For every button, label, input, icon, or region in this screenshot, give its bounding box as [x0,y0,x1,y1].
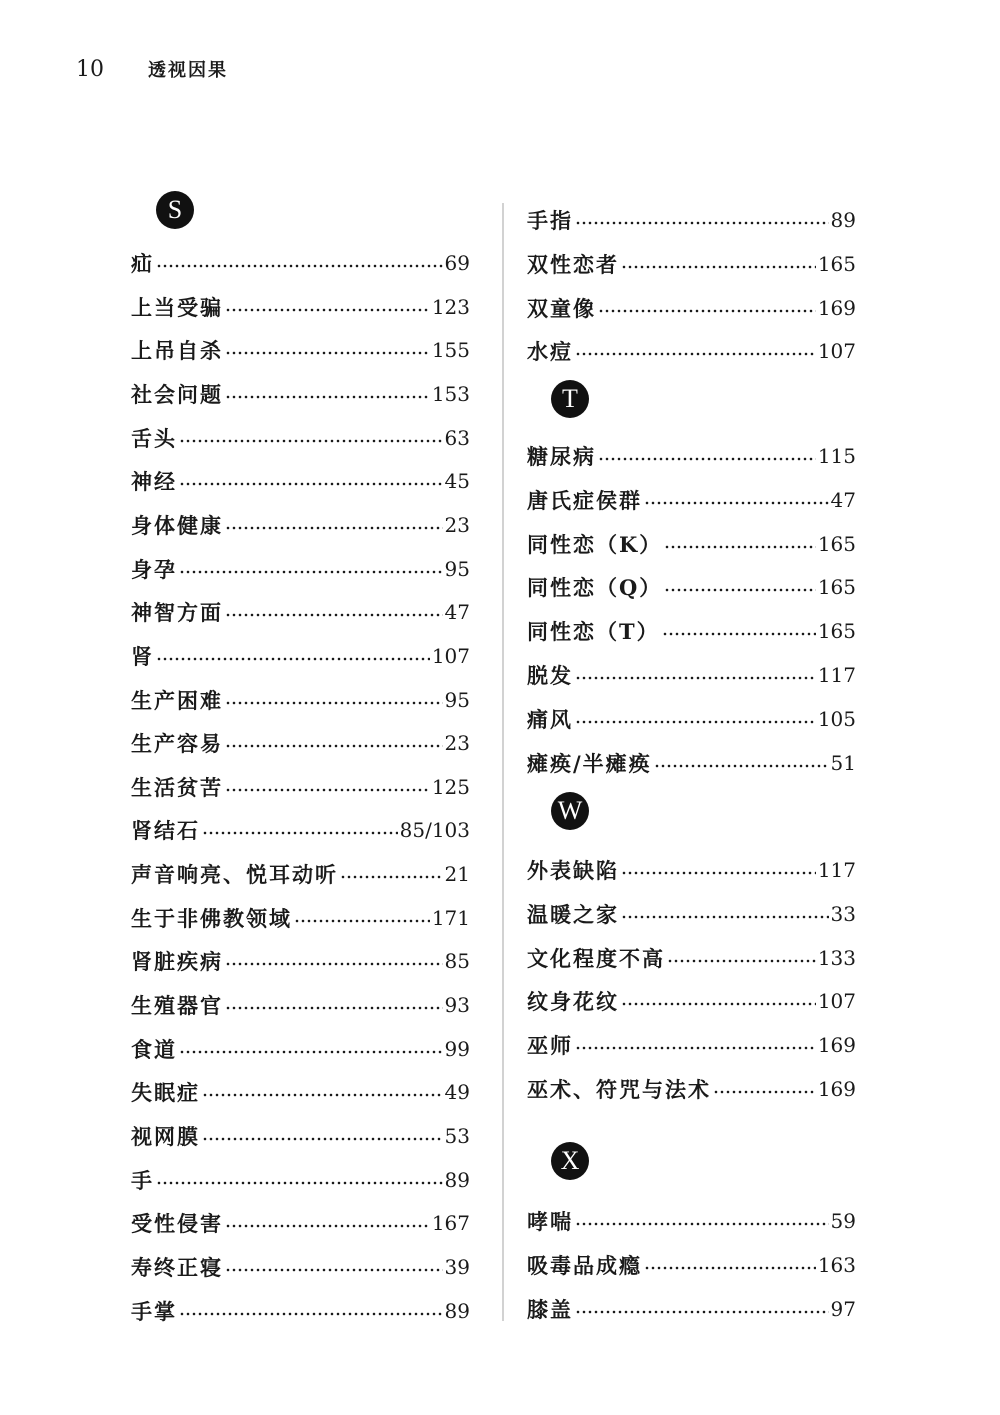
index-page-number: 169 [817,1033,856,1058]
index-page-number: 39 [444,1254,470,1279]
index-entry [527,704,856,734]
index-entry [527,205,856,235]
dot-leader [156,1181,443,1185]
index-page-number: 23 [444,512,470,537]
index-term: 受性侵害 [131,1211,223,1237]
index-term: 生殖器官 [131,993,223,1019]
index-page-number: 89 [830,208,856,232]
index-entry [527,293,856,323]
dot-leader [575,1310,829,1314]
index-page-number: 165 [817,575,856,600]
dot-leader [621,915,829,919]
index-page-number: 89 [444,1298,470,1323]
index-term: 社会问题 [131,381,223,407]
dot-leader [662,632,816,636]
index-page-number: 45 [444,469,470,494]
dot-leader [575,676,816,680]
index-page-number: 63 [444,425,470,450]
index-term: 双性恋者 [527,251,619,277]
index-term: 身体健康 [131,512,223,538]
index-term: 手 [131,1167,154,1193]
dot-leader [654,764,829,768]
section-letter-x: X [551,1142,589,1180]
dot-leader [179,1050,443,1054]
dot-leader [713,1090,816,1094]
index-term: 疝 [131,251,154,276]
index-entry [527,529,856,559]
index-page-number: 47 [444,600,470,625]
index-page-number: 117 [817,663,856,687]
index-entry [131,1252,470,1282]
index-term: 上吊自杀 [131,338,223,364]
index-entry [527,1030,856,1060]
index-page-number: 167 [431,1211,470,1236]
page-number: 10 [76,57,104,82]
index-entry [131,859,470,889]
index-term: 脱发 [527,663,573,688]
dot-leader [225,308,430,312]
section-letter-t: T [551,380,589,418]
dot-leader [202,831,398,835]
dot-leader [575,352,816,356]
index-term: 温暖之家 [527,901,619,927]
dot-leader [225,526,443,530]
index-term: 膝盖 [527,1296,573,1322]
dot-leader [225,613,443,617]
index-entry [527,855,856,885]
dot-leader [575,1222,829,1226]
index-page-number: 69 [444,251,470,275]
index-entry [527,660,856,690]
dot-leader [179,482,443,486]
dot-leader [621,871,816,875]
dot-leader [575,221,829,225]
index-entry [131,423,470,453]
index-term: 同性恋（T） [527,619,660,645]
index-page-number: 155 [431,338,470,363]
index-entry [527,616,856,646]
index-entry [527,986,856,1016]
index-page-number: 23 [444,731,470,756]
dot-leader [225,351,430,355]
index-page-number: 165 [817,619,856,644]
dot-leader [225,395,430,399]
index-term: 失眠症 [131,1080,200,1106]
index-page-number: 171 [431,905,470,930]
index-page-number: 107 [431,643,470,668]
index-page-number: 59 [830,1209,856,1233]
dot-leader [664,588,816,592]
dot-leader [225,1006,443,1010]
index-entry [131,772,470,802]
index-page-number: 93 [444,993,470,1018]
index-entry [131,903,470,933]
index-term: 肾 [131,643,154,669]
index-page-number: 85/103 [399,818,470,843]
index-term: 生产困难 [131,687,223,713]
index-term: 纹身花纹 [527,989,619,1015]
dot-leader [156,264,443,268]
index-entry [131,685,470,715]
index-page-number: 165 [817,251,856,276]
dot-leader [202,1093,443,1097]
index-entry [131,641,470,671]
dot-leader [156,657,430,661]
index-entry [131,1165,470,1195]
index-term: 生产容易 [131,731,223,757]
dot-leader [621,265,816,269]
index-term: 寿终正寝 [131,1254,223,1280]
dot-leader [225,1224,430,1228]
index-page-number: 105 [817,706,856,731]
index-entry [527,336,856,366]
index-term: 哮喘 [527,1209,573,1234]
index-term: 手指 [527,208,573,233]
index-page-number: 163 [817,1252,856,1277]
index-term: 糖尿病 [527,444,596,469]
index-entry [527,485,856,515]
index-entry [131,728,470,758]
index-entry [131,1034,470,1064]
index-page-number: 53 [444,1124,470,1148]
dot-leader [667,959,816,963]
dot-leader [598,309,816,313]
book-title: 透视因果 [148,60,228,81]
index-page-number: 33 [830,901,856,926]
index-term: 外表缺陷 [527,858,619,883]
index-term: 视网膜 [131,1124,200,1149]
index-term: 肾结石 [131,818,200,844]
index-term: 巫师 [527,1033,573,1059]
section-letter-s: S [156,191,194,229]
dot-leader [575,720,816,724]
index-term: 生于非佛教领域 [131,905,292,931]
index-page-number: 95 [444,556,470,581]
index-entry [131,946,470,976]
index-page-number: 107 [817,989,856,1014]
index-term: 生活贫苦 [131,774,223,800]
index-entry [131,815,470,845]
index-page-number: 169 [817,1077,856,1101]
index-term: 水痘 [527,339,573,365]
index-term: 上当受骗 [131,294,223,320]
dot-leader [644,1266,816,1270]
index-entry [131,248,470,278]
index-entry [131,990,470,1020]
index-entry [527,1294,856,1324]
index-term: 肾脏疾病 [131,949,223,975]
index-entry [527,899,856,929]
index-term: 声音响亮、悦耳动听 [131,862,338,888]
dot-leader [575,1046,816,1050]
dot-leader [179,1312,443,1316]
dot-leader [598,457,816,461]
index-page-number: 89 [444,1167,470,1192]
index-term: 文化程度不高 [527,945,665,971]
dot-leader [621,1002,816,1006]
index-term: 同性恋（K） [527,531,663,557]
index-entry [131,1121,470,1151]
index-page-number: 99 [444,1036,470,1061]
index-page-number: 85 [444,949,470,974]
index-page-number: 47 [830,487,856,512]
dot-leader [202,1137,443,1141]
index-entry [131,1296,470,1326]
index-term: 吸毒品成瘾 [527,1252,642,1278]
index-page-number: 21 [444,862,470,887]
index-entry [131,379,470,409]
index-entry [131,335,470,365]
index-entry [527,1074,856,1104]
index-entry [527,748,856,778]
index-page-number: 123 [431,294,470,319]
index-page-number: 153 [431,381,470,406]
index-term: 神智方面 [131,600,223,626]
index-term: 手掌 [131,1298,177,1324]
index-term: 瘫痪/半瘫痪 [527,750,652,776]
section-letter-w: W [551,792,589,830]
dot-leader [225,701,443,705]
index-page-number: 125 [431,774,470,799]
index-term: 舌头 [131,425,177,451]
index-entry [527,1250,856,1280]
index-entry [131,292,470,322]
index-term: 唐氏症侯群 [527,487,642,513]
dot-leader [664,545,816,549]
dot-leader [179,570,443,574]
dot-leader [294,919,430,923]
index-term: 痛风 [527,706,573,732]
index-entry [527,249,856,279]
index-page-number: 169 [817,295,856,320]
index-term: 食道 [131,1036,177,1062]
index-term: 神经 [131,469,177,495]
index-term: 巫术、符咒与法术 [527,1077,711,1102]
dot-leader [340,875,443,879]
index-entry [527,943,856,973]
index-page-number: 51 [830,750,856,775]
index-entry [131,1077,470,1107]
index-term: 双童像 [527,295,596,321]
index-entry [131,597,470,627]
index-page-number: 49 [444,1080,470,1105]
index-entry [527,441,856,471]
column-divider [502,203,504,1321]
index-entry [527,572,856,602]
dot-leader [225,962,443,966]
index-page-number: 165 [817,531,856,556]
index-entry [131,466,470,496]
index-term: 身孕 [131,556,177,582]
page-header [76,56,228,82]
dot-leader [225,1268,443,1272]
index-term: 同性恋（Q） [527,575,663,601]
index-page-number: 115 [817,444,856,468]
index-entry [131,1208,470,1238]
index-page-number: 95 [444,687,470,712]
index-entry [131,554,470,584]
index-page-number: 133 [817,945,856,970]
index-page-number: 107 [817,339,856,364]
dot-leader [644,501,829,505]
dot-leader [179,439,443,443]
index-entry [131,510,470,540]
index-page-number: 97 [830,1296,856,1321]
index-page-number: 117 [817,858,856,882]
dot-leader [225,788,430,792]
index-entry [527,1206,856,1236]
dot-leader [225,744,443,748]
